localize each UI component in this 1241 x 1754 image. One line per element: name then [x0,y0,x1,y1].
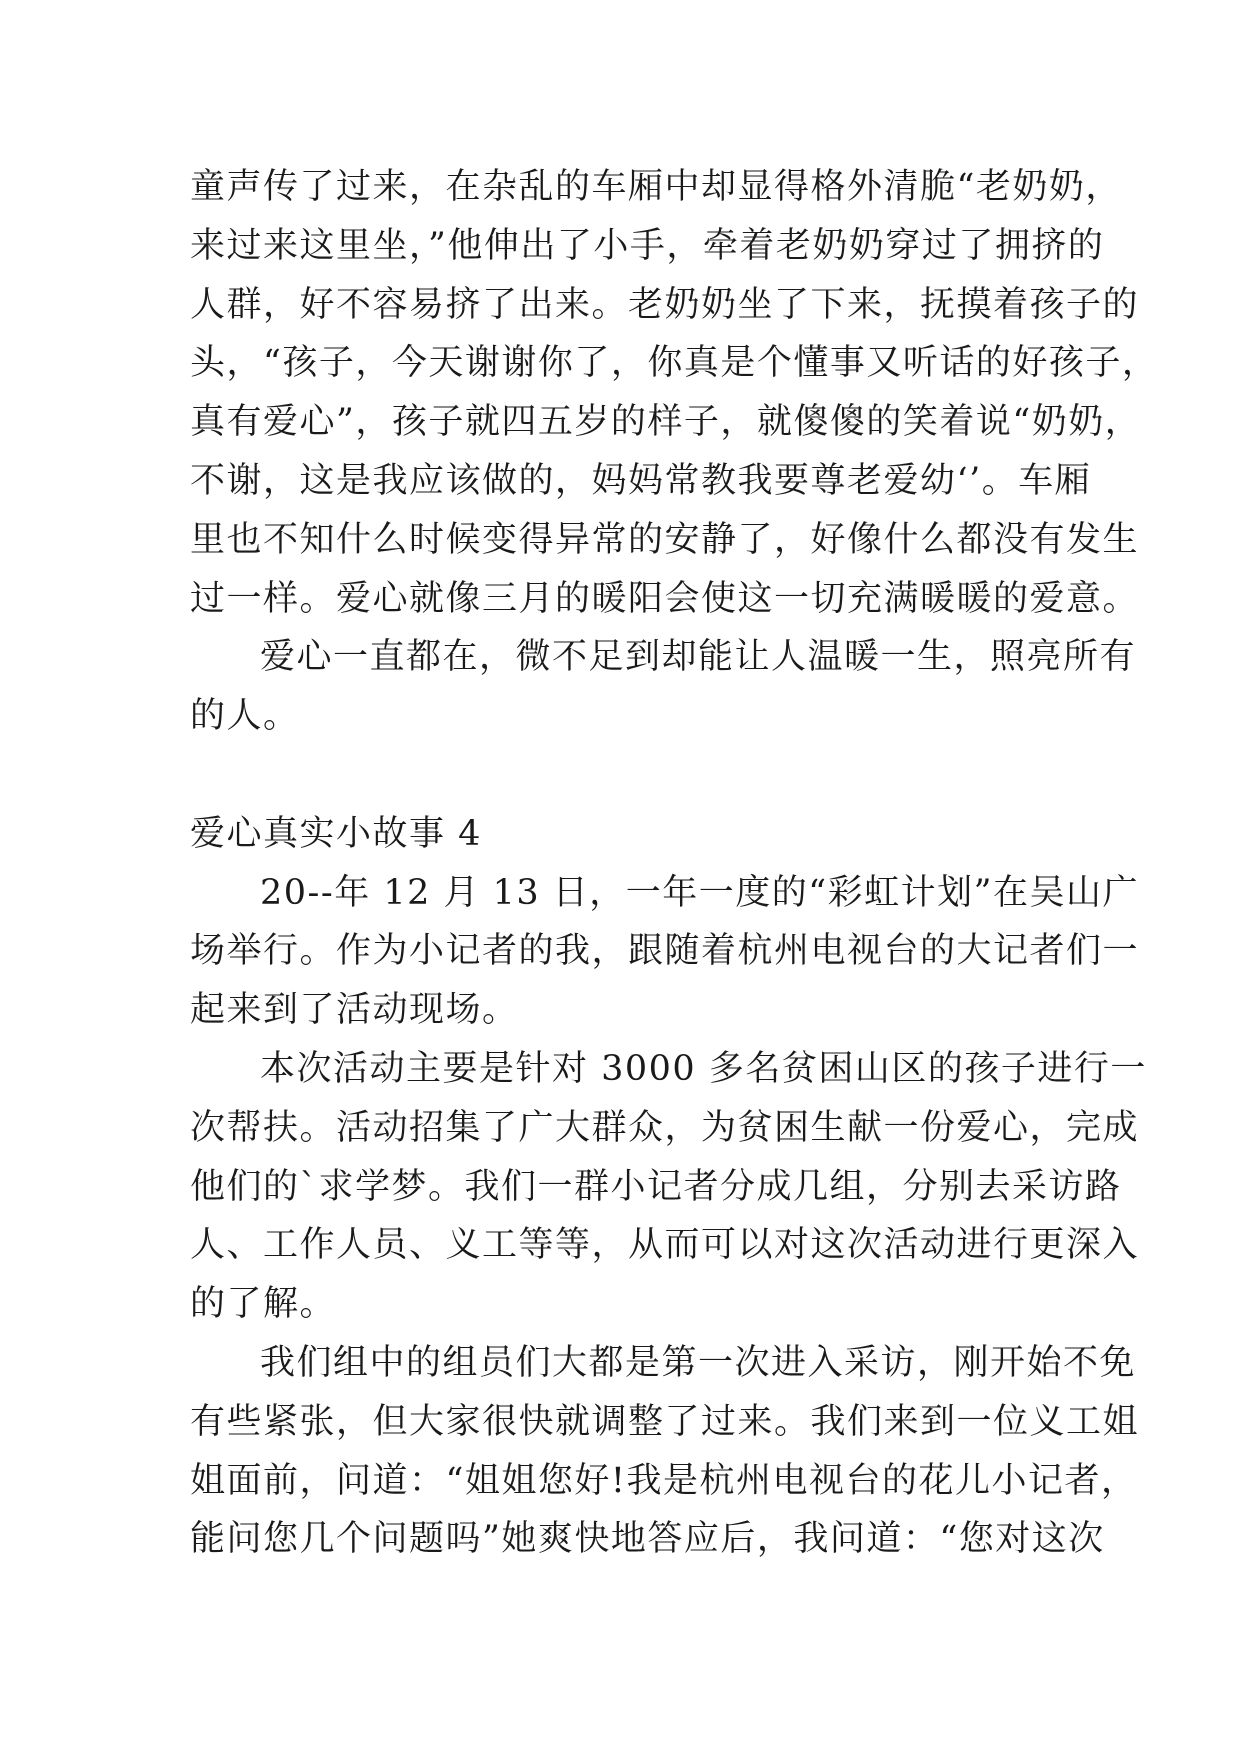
text-line: 能问您几个问题吗”她爽快地答应后，我问道：“您对这次 [190,1519,1105,1560]
text-line: 的了解。 [190,1284,337,1325]
text-line: 本次活动主要是针对 3000 多名贫困山区的孩子进行一 [260,1048,1147,1089]
text-line: 过一样。爱心就像三月的暖阳会使这一切充满暖暖的爱意。 [190,578,1140,619]
text-line: 真有爱心”，孩子就四五岁的样子，就傻傻的笑着说“奶奶， [190,402,1142,443]
text-line: 的人。 [190,696,300,737]
section-heading: 爱心真实小故事 4 [190,813,482,854]
paragraph-closing [190,628,1137,746]
text-line: 头，“孩子，今天谢谢你了，你真是个懂事又听话的好孩子， [190,343,1159,384]
text-line: 里也不知什么时候变得异常的安静了，好像什么都没有发生 [190,519,1140,560]
text-line: 场举行。作为小记者的我，跟随着杭州电视台的大记者们一 [190,931,1140,972]
paragraph-story4-intro [190,864,1140,1040]
text-line: 姐面前，问道：“姐姐您好!我是杭州电视台的花儿小记者， [190,1460,1138,1501]
document-body [190,158,1159,1569]
paragraph-story-continuation [190,158,1159,628]
text-line: 人群，好不容易挤了出来。老奶奶坐了下来，抚摸着孩子的 [190,284,1140,325]
text-line: 次帮扶。活动招集了广大群众，为贫困生献一份爱心，完成 [190,1107,1140,1148]
text-line: 我们组中的组员们大都是第一次进入采访，刚开始不免 [260,1342,1137,1383]
text-line: 不谢，这是我应该做的，妈妈常教我要尊老爱幼‘’。车厢 [190,460,1092,501]
text-line: 来过来这里坐，”他伸出了小手，牵着老奶奶穿过了拥挤的 [190,225,1105,266]
text-line: 人、工作人员、义工等等，从而可以对这次活动进行更深入 [190,1225,1140,1266]
paragraph-gap [190,746,1070,805]
text-line: 爱心一直都在，微不足到却能让人温暖一生，照亮所有 [260,637,1137,678]
text-line: 起来到了活动现场。 [190,990,519,1031]
text-line: 有些紧张，但大家很快就调整了过来。我们来到一位义工姐 [190,1401,1140,1442]
text-line: 童声传了过来，在杂乱的车厢中却显得格外清脆“老奶奶， [190,167,1122,207]
text-line: 20--年 12 月 13 日，一年一度的“彩虹计划”在吴山广 [260,872,1140,913]
paragraph-story4-activity [190,1040,1147,1334]
paragraph-story4-interview [190,1334,1140,1569]
text-line: 他们的`求学梦。我们一群小记者分成几组，分别去采访路 [190,1166,1122,1207]
